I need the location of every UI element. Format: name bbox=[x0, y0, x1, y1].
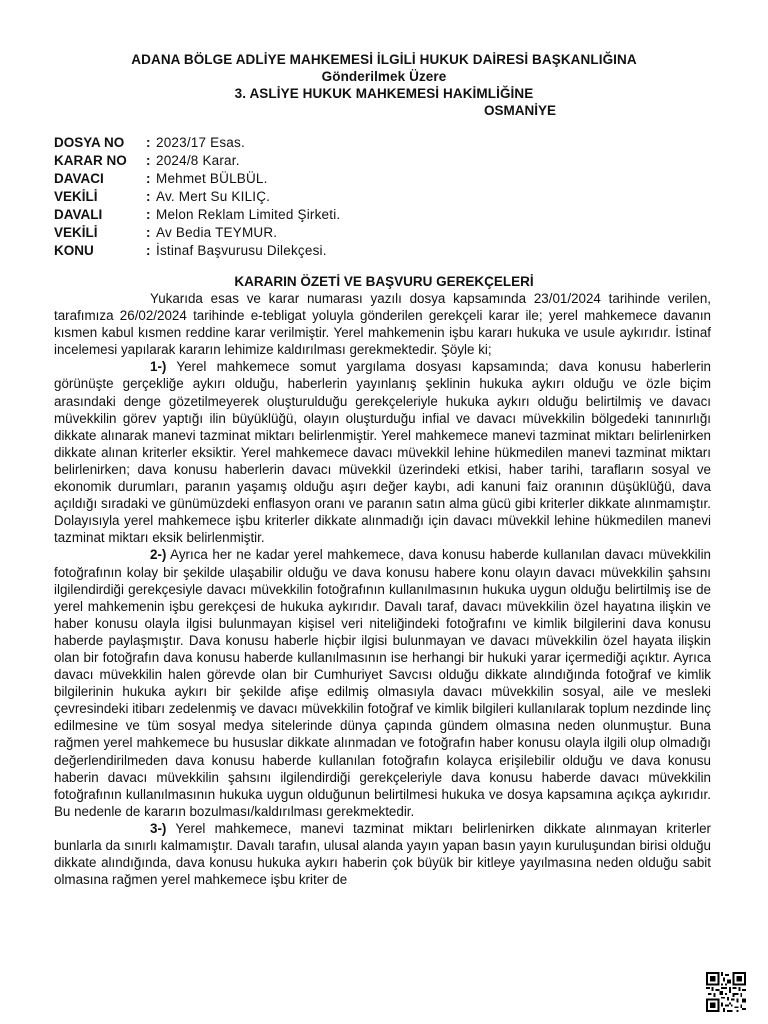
case-info-key: KONU bbox=[54, 243, 94, 258]
case-info-separator: : bbox=[146, 243, 151, 258]
case-info-row bbox=[54, 206, 714, 224]
document-body bbox=[54, 290, 711, 888]
case-info-separator: : bbox=[146, 189, 151, 204]
paragraph-number: 1-) bbox=[150, 359, 167, 375]
case-info-value: Melon Reklam Limited Şirketi. bbox=[156, 207, 341, 222]
qr-code-icon bbox=[706, 972, 746, 1012]
case-info-separator: : bbox=[146, 171, 151, 186]
case-info-separator: : bbox=[146, 225, 151, 240]
case-info-row bbox=[54, 224, 714, 242]
case-info-value: 2024/8 Karar. bbox=[156, 153, 240, 168]
case-info-value: Av Bedia TEYMUR. bbox=[156, 225, 278, 240]
case-info-row bbox=[54, 242, 714, 260]
paragraph-text: Yerel mahkemece somut yargılama dosyası kapsamında; dava konusu haberlerin görünüşte gerçekliğe aykırı olduğu, haberlerin yayınlanış şeklinin hukuka aykırı olduğu ve özle biçim arasındaki denge gözetilmeyerek oluşturulduğu gerekçeleriyle hukuka aykırı olduğu belirtilmiş ve davacı müvekkilin görev yaptığı ilin büyüklüğü, olayın oluşturduğu infial ve davacı müvekkilin bölgedeki tanınırlığı dikkate alınarak manevi tazminat miktarı belirlenmiştir. Yerel mahkemece manevi tazminat miktarı belirlenirken dikkate alınan kriterler eksiktir. Yerel mahkemece davacı müvekkil lehine hükmedilen manevi tazminat miktarı belirlenirken; dava konusu haberlerin davacı müvekkil üzerindeki etkisi, haber tarihi, tarafların sosyal ve ekonomik durumları, paranın yaşamış olduğu aşırı değer kaybı, adi kanuni faiz oranının düşüklüğü, dava açıldığı sıradaki ve günümüzdeki enflasyon oranı ve paranın satın alma gücü gibi kriterler dikkate alınmamıştır. Dolayısıyla yerel mahkemece işbu kriterler dikkate alınmadığı için davacı müvekkil lehine hükmedilen manevi tazminat miktarı eksik belirlenmiştir. bbox=[54, 359, 712, 546]
argument-paragraph-3 bbox=[54, 820, 711, 888]
case-info-key: VEKİLİ bbox=[54, 189, 98, 204]
case-info-row bbox=[54, 134, 714, 152]
intro-paragraph: Yukarıda esas ve karar numarası yazılı dosya kapsamında 23/01/2024 tarihinde verilen, tarafımıza 26/02/2024 tarihinde e-tebligat yoluyla gönderilen gerekçeli karar ile; yerel mahkemece davanın kısmen kabul kısmen reddine karar verilmiştir. Yerel mahkemenin işbu kararı hukuka ve usule aykırıdır. İstinaf incelemesi yapılarak kararın lehimize kaldırılması gerekmektedir. Şöyle ki; bbox=[54, 291, 711, 358]
case-info-separator: : bbox=[146, 135, 151, 150]
argument-paragraph-2 bbox=[54, 546, 711, 820]
court-header-line1: ADANA BÖLGE ADLİYE MAHKEMESİ İLGİLİ HUKUK DAİRESİ BAŞKANLIĞINA bbox=[131, 52, 637, 67]
case-info-value: İstinaf Başvurusu Dilekçesi. bbox=[156, 243, 327, 258]
case-info-key: DOSYA NO bbox=[54, 135, 125, 150]
case-info-row bbox=[54, 170, 714, 188]
argument-paragraph-1 bbox=[54, 358, 711, 546]
paragraph-text: Yerel mahkemece, manevi tazminat miktarı belirlenirken dikkate alınmayan kriterler bunlarla da sınırlı kalmamıştır. Davalı tarafın, ulusal alanda yayın yapan basın yayın kuruluşundan birisi olduğu dikkate alındığında, dava konusu hukuka aykırı haberin çok büyük bir kitleye yayılmasına neden olduğu sabit olmasına rağmen yerel mahkemece işbu kriter de bbox=[54, 820, 711, 888]
case-info-key: DAVALI bbox=[54, 207, 103, 222]
court-header-line2: Gönderilmek Üzere bbox=[321, 69, 447, 84]
case-info-key: VEKİLİ bbox=[54, 225, 98, 240]
section-title: KARARIN ÖZETİ VE BAŞVURU GEREKÇELERİ bbox=[234, 274, 534, 289]
paragraph-text: Ayrıca her ne kadar yerel mahkemece, dava konusu haberde kullanılan davacı müvekkilin fotoğrafının kolay bir şekilde ulaşabilir olduğu ve dava konusu habere konu olayın davacı müvekkilin şahsını ilgilendirdiği gerekçesiyle davacı müvekkilin fotoğrafının kullanılmasının hukuka uygun olduğu belirtilmiş ise de yerel mahkemenin işbu gerekçesi de hukuka aykırıdır. Davalı taraf, davacı müvekkilin özel hayatına ilişkin ve haber konusu olayla ilgisi bulunmayan kişisel veri niteliğindeki fotoğrafını ve kimlik bilgilerini dava konusu haberde paylaşmıştır. Dava konusu haberle hiçbir ilgisi bulunmayan ve davacı müvekkilin özel hayata ilişkin olan bir fotoğrafın dava konusu haberde kullanılmasının ise herhangi bir hukuki yarar içermediği açıktır. Ayrıca davacı müvekkilin halen görevde olan bir Cumhuriyet Savcısı olduğu dikkate alındığında fotoğraf ve kimlik bilgilerinin hukuka aykırı bir şekilde afişe edilmiş olmasıyla davacı müvekkilin sosyal, aile ve mesleki çevresindeki itibarı zedelenmiş ve davacı müvekkilin fotoğraf ve kimlik bilgileri kullanılarak toplum nezdinde linç edilmesine ve tüm sosyal medya sitelerinde dünya çapında gündem olmasına neden olunmuştur. Buna rağmen yerel mahkemece bu hususlar dikkate alınmadan ve fotoğrafın haber konusu olayla ilgili olup olmadığı değerlendirilmeden dava konusu haberde kullanılan fotoğrafın kolayca erişilebilir olduğu ve dava konusu haberin davacı müvekkilin şahsını ilgilendirdiği gerekçeleriyle dava konusu haberde davacı müvekkilin fotoğrafının kullanılmasının hukuka uygun olduğunun belirtilmesi hukuka ve dosya kapsamına açıkça aykırıdır. Bu nedenle de kararın bozulması/kaldırılması gerekmektedir. bbox=[54, 547, 712, 819]
case-info-block bbox=[54, 134, 714, 260]
case-info-separator: : bbox=[146, 207, 151, 222]
court-header-line3: 3. ASLİYE HUKUK MAHKEMESİ HAKİMLİĞİNE bbox=[234, 86, 534, 101]
case-info-value: Mehmet BÜLBÜL. bbox=[156, 171, 268, 186]
case-info-value: Av. Mert Su KILIÇ. bbox=[156, 189, 271, 204]
court-header-city: OSMANİYE bbox=[484, 103, 557, 118]
case-info-row bbox=[54, 188, 714, 206]
case-info-separator: : bbox=[146, 153, 151, 168]
case-info-value: 2023/17 Esas. bbox=[156, 135, 245, 150]
paragraph-number: 2-) bbox=[150, 547, 167, 563]
case-info-key: DAVACI bbox=[54, 171, 104, 186]
case-info-key: KARAR NO bbox=[54, 153, 127, 168]
case-info-row bbox=[54, 152, 714, 170]
paragraph-number: 3-) bbox=[150, 820, 167, 836]
